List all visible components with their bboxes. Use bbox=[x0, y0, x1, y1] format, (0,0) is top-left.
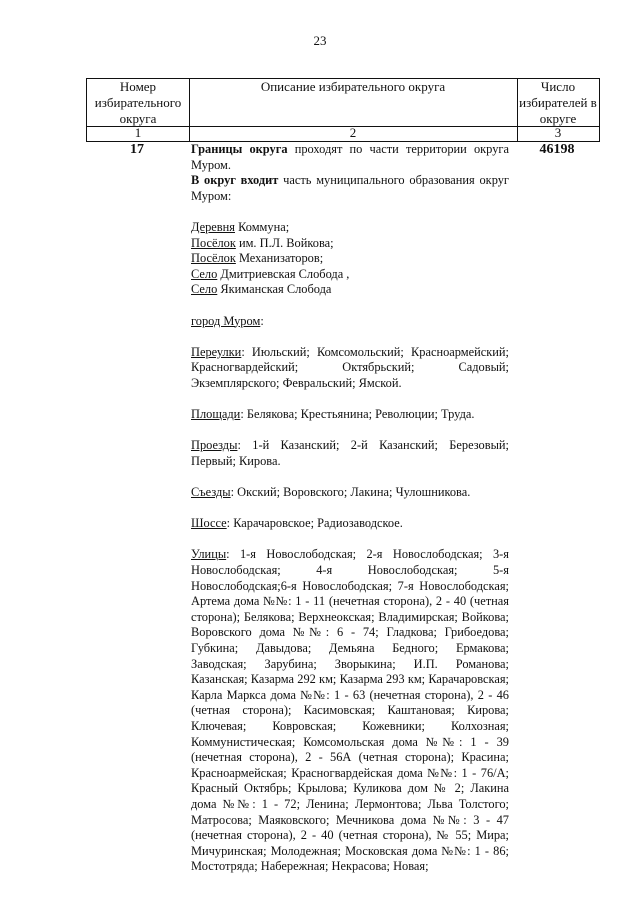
settlement-item: Село Якиманская Слобода bbox=[191, 282, 332, 297]
settlement-item: Посёлок им. П.Л. Войкова; bbox=[191, 235, 334, 250]
section-lanes: Переулки: Июльский; Комсомольский; Красноармейский; Красногвардейский; Октябрьский; Садовый; Экземплярского; Февральский; Ямской. bbox=[191, 344, 509, 390]
section-descents: Съезды: Окский; Воровского; Лакина; Чулошникова. bbox=[191, 485, 471, 500]
header-district-number: Номер избирательного округа bbox=[94, 79, 182, 126]
settlement-item: Село Дмитриевская Слобода , bbox=[191, 266, 350, 281]
district-number: 17 bbox=[130, 142, 144, 157]
section-highways: Шоссе: Карачаровское; Радиозаводское. bbox=[191, 516, 403, 531]
boundaries-text: проходят по части территории округа Муром. bbox=[191, 142, 509, 172]
section-passages: Проезды: 1-й Казанский; 2-й Казанский; Березовый; Первый; Кирова. bbox=[191, 438, 509, 468]
table-header bbox=[86, 78, 600, 142]
includes-text: часть муниципального образования округ Муром: bbox=[191, 173, 510, 203]
section-streets: Улицы: 1-я Новослободская; 2-я Новослободская; 3-я Новослободская; 4-я Новослободская; 5-я Новослободская;6-я Новослободская; 7-я Новослободская; Артема дома №№: 1 - 11 (нечетная сторона), 2 - 40 (четная сторона); Белякова; Верхнеокская; Владимирская; Войкова; Воровского дома №№: 6 - 74; Гладкова; Грибоедова; Губкина; Давыдова; Демьяна Бедного; Ермакова; Заводская; Зарубина; Зворыкина; И.П. Романова; Казанская; Казарма 292 км; Казарма 293 км; Карачаровская; Карла Маркса дома №№: 1 - 63 (нечетная сторона), 2 - 46 (четная сторона); Касимовская; Каштановая; Кирова; Ключевая; Ковровская; Кожевники; Колхозная; Коммунистическая; Комсомольская дома №№: 1 - 39 (нечетная сторона), 2 - 56А (четная сторона); Красина; Красноармейская; Красногвардейская дома №№: 1 - 76/А; Красный Октябрь; Крылова; Куликова дом № 2; Лакина дома №№: 1 - 72; Ленина; Лермонтова; Льва Толстого; Матросова; Маяковского; Мечникова дома №№: 3 - 47 (нечетная сторона), 2 - 40 (четная сторона), № 55; Мира; Мичуринская; Молодежная; Московская дома №№: 1 - 86; Мостотряда; Набережная; Некрасова; Новая; bbox=[191, 547, 509, 874]
header-voter-count: Число избирателей в округе bbox=[519, 79, 597, 126]
district-description bbox=[191, 142, 509, 875]
voter-count: 46198 bbox=[539, 142, 575, 157]
boundaries-paragraph bbox=[191, 142, 509, 173]
boundaries-label: Границы округа bbox=[191, 142, 288, 156]
column-number-1: 1 bbox=[134, 125, 142, 140]
settlement-item: Деревня Коммуна; bbox=[191, 219, 290, 234]
column-number-2: 2 bbox=[349, 125, 357, 140]
city-heading: город Муром: bbox=[191, 313, 264, 328]
settlement-item: Посёлок Механизаторов; bbox=[191, 251, 324, 266]
column-number-3: 3 bbox=[554, 125, 562, 140]
includes-paragraph bbox=[191, 173, 509, 204]
includes-label: В округ входит bbox=[191, 173, 279, 188]
page-number: 23 bbox=[313, 33, 327, 48]
header-district-description: Описание избирательного округа bbox=[260, 79, 446, 94]
section-squares: Площади: Белякова; Крестьянина; Революции; Труда. bbox=[191, 407, 475, 422]
